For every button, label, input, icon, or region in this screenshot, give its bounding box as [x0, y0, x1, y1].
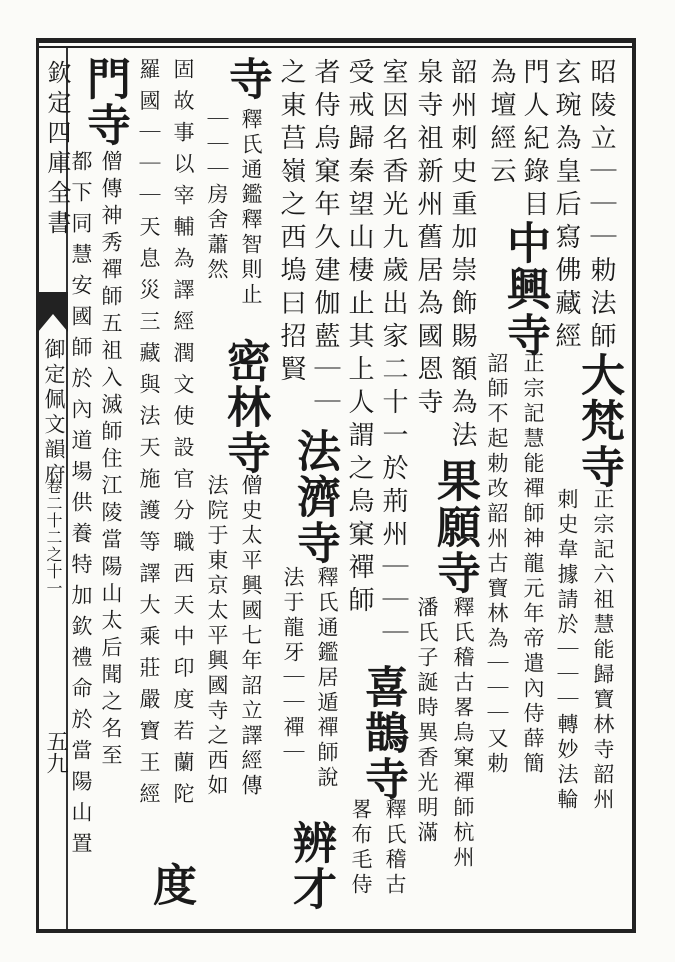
heading-guoyuan-si: 果願寺 [429, 458, 480, 596]
heading-si-continuation: 寺 [221, 56, 272, 102]
note-column-4: 詔師不起勅改韶州古寶林為｜｜｜又勅 [485, 352, 509, 777]
note-column-9: 釋氏通鑑居遁禪師說 [315, 566, 339, 791]
text-column-9: 者侍烏窠年久建伽藍｜｜ [310, 58, 340, 421]
note-column-12: 法院于東京太平興國寺之西如 [205, 474, 229, 799]
note-column-11: 釋氏通鑑釋智則止 [239, 108, 263, 308]
note-column-13: 固故事以宰輔為譯經潤文使設官分職西天中印度若蘭陀 [171, 58, 195, 814]
note-column-5: 釋氏稽古畧烏窠禪師杭州 [451, 596, 475, 871]
top-border-inner [38, 46, 636, 48]
text-column-7: 室因名香光九歲出家二十一於荊州｜｜｜ [378, 58, 408, 652]
text-column-2: 玄琬為皇后寫佛藏經 [551, 58, 581, 355]
text-column-5: 韶州刺史重加崇飾賜額為法 [447, 58, 477, 454]
heading-zhongxing-si: 中興寺 [499, 220, 550, 358]
book-title: 欽定四庫全書 [43, 60, 71, 240]
note-column-8: 畧布毛侍 [349, 798, 373, 898]
heading-men-si: 門寺 [79, 56, 130, 148]
note-column-10: 法于龍牙｜｜禪｜ [281, 566, 305, 766]
note-column-6: 潘氏子誕時異香光明滿 [415, 596, 439, 846]
note-column-16: 都下同慧安國師於內道場供養特加欽禮命於當陽山置 [69, 150, 93, 863]
heading-xique-si: 喜鵲寺 [357, 664, 408, 802]
fishtail-mark-icon [38, 292, 68, 332]
note-column-1: 正宗記六祖慧能歸寶林寺韶州 [591, 488, 615, 813]
text-column-6: 泉寺祖新州舊居為國恩寺 [413, 58, 443, 421]
section-title: 御定佩文韻府 [42, 338, 66, 488]
bottom-border [38, 929, 636, 933]
heading-faji-si: 法濟寺 [289, 428, 340, 566]
volume-label: 卷二十二之十一 [44, 478, 63, 597]
right-border [632, 38, 636, 933]
heading-dafan-si: 大梵寺 [573, 352, 624, 490]
text-column-1: 昭陵立｜｜｜勅法師 [586, 58, 616, 355]
text-column-10: 之東莒嶺之西塢曰招賢 [276, 58, 306, 388]
note-column-14: 羅國｜｜｜天息災三藏與法天施護等譯大乘莊嚴寶王經 [137, 58, 161, 814]
heading-milin-si: 密林寺 [219, 338, 270, 476]
note-column-12a: ｜｜｜房舍蕭然 [205, 108, 229, 283]
note-column-7: 釋氏稽古 [383, 798, 407, 898]
note-column-11b: 僧史太平興國七年詔立譯經傳 [239, 474, 263, 799]
heading-biancai: 辨才 [285, 820, 336, 912]
note-column-15: 僧傳神秀禪師五祖入滅師住江陵當陽山太后聞之名至 [99, 150, 123, 771]
text-column-4: 為壇經云 [486, 58, 516, 190]
text-column-3: 門人紀錄目 [519, 58, 549, 223]
note-column-3: 正宗記慧能禪師神龍元年帝遣內侍薛簡 [521, 352, 545, 777]
note-column-2: 刺史韋據請於｜｜｜轉妙法輪 [555, 488, 579, 813]
left-border [36, 38, 39, 933]
heading-du: 度 [145, 862, 196, 908]
page-number: 五九 [43, 730, 68, 774]
top-border [38, 38, 636, 43]
text-column-8: 受戒歸秦望山棲止其上人謂之烏窠禪師 [344, 58, 374, 619]
